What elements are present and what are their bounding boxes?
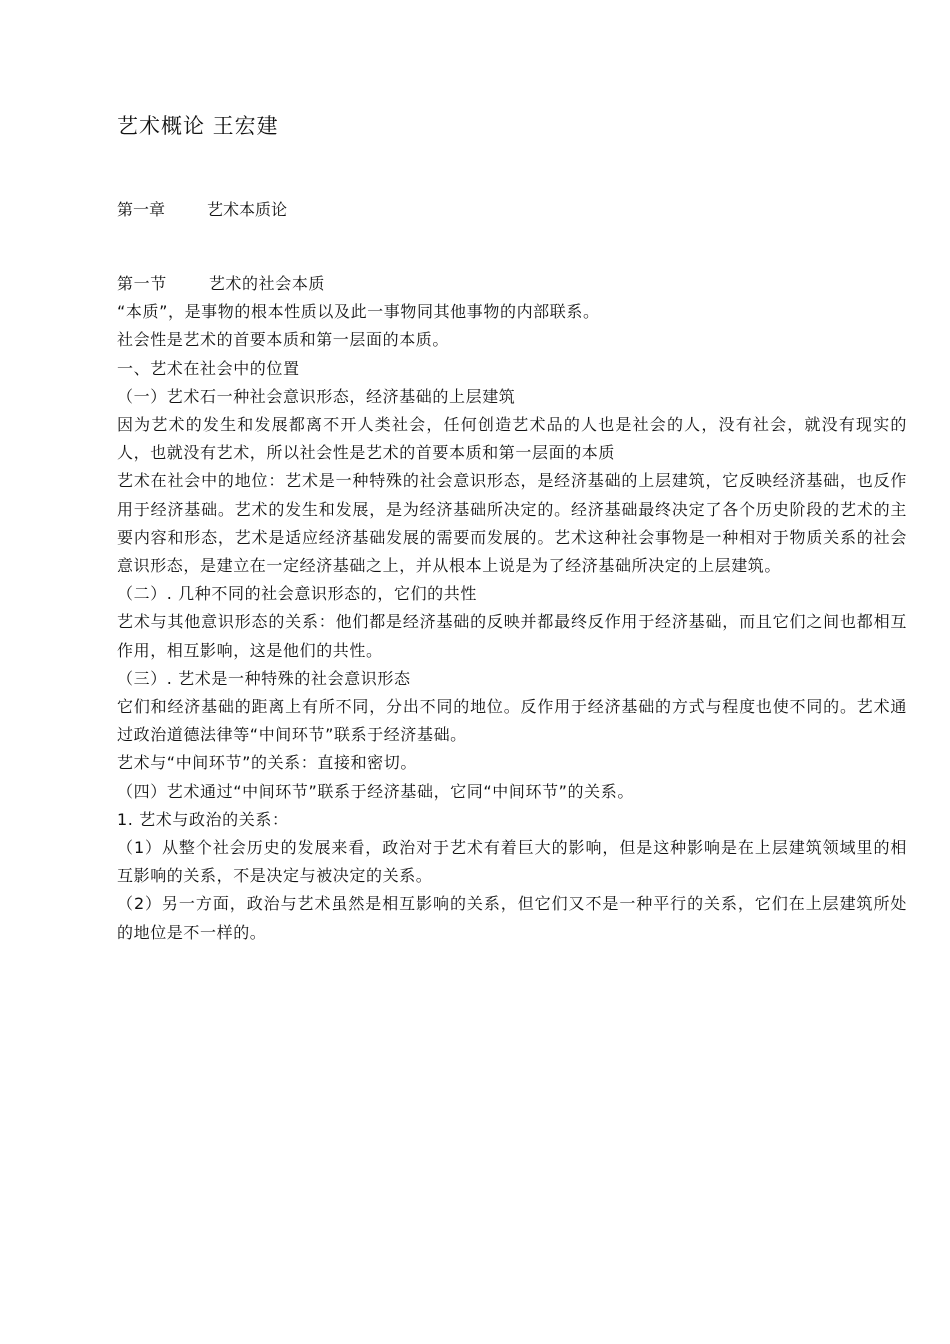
paragraph-commonality: 艺术与其他意识形态的关系：他们都是经济基础的反映并都最终反作用于经济基础，而且它们之间也都相互作用，相互影响，这是他们的共性。 xyxy=(117,612,907,660)
subheading-item-1: （一）艺术石一种社会意识形态，经济基础的上层建筑 xyxy=(117,386,516,406)
chapter-name: 艺术本质论 xyxy=(207,200,288,219)
body-text xyxy=(117,270,907,947)
section-number: 第一节 xyxy=(117,274,167,293)
section-name: 艺术的社会本质 xyxy=(208,274,326,293)
paragraph-status: 艺术在社会中的地位：艺术是一种特殊的社会意识形态，是经济基础的上层建筑，它反映经济基础，也反作用于经济基础。艺术的发生和发展，是为经济基础所决定的。经济基础最终决定了各个历史阶段的艺术的主要内容和形态，艺术是适应经济基础发展的需要而发展的。艺术这种社会事物是一种相对于物质关系的社会意识形态，是建立在一定经济基础之上，并从根本上说是为了经济基础所决定的上层建筑。 xyxy=(117,471,907,576)
paragraph-politics-1: （1）从整个社会历史的发展来看，政治对于艺术有着巨大的影响，但是这种影响是在上层建筑领域里的相互影响的关系，不是决定与被决定的关系。 xyxy=(117,838,907,886)
chapter-heading xyxy=(117,198,287,222)
paragraph-distance: 它们和经济基础的距离上有所不同，分出不同的地位。反作用于经济基础的方式与程度也使不同的。艺术通过政治道德法律等“中间环节”联系于经济基础。 xyxy=(117,697,907,745)
subheading-item-4: （四）艺术通过“中间环节”联系于经济基础，它同“中间环节”的关系。 xyxy=(117,781,634,801)
section-heading xyxy=(117,270,907,298)
paragraph-intermediate: 艺术与“中间环节”的关系：直接和密切。 xyxy=(117,753,417,773)
subheading-position: 一、艺术在社会中的位置 xyxy=(117,358,300,378)
paragraph-sociality: 社会性是艺术的首要本质和第一层面的本质。 xyxy=(117,330,450,350)
document-title: 艺术概论 王宏建 xyxy=(117,114,279,138)
paragraph-reason: 因为艺术的发生和发展都离不开人类社会，任何创造艺术品的人也是社会的人，没有社会，就没有现实的人，也就没有艺术，所以社会性是艺术的首要本质和第一层面的本质 xyxy=(117,415,907,463)
paragraph-politics-2: （2）另一方面，政治与艺术虽然是相互影响的关系，但它们又不是一种平行的关系，它们在上层建筑所处的地位是不一样的。 xyxy=(117,894,907,942)
subheading-politics: 1. 艺术与政治的关系： xyxy=(117,809,289,829)
chapter-number: 第一章 xyxy=(117,200,166,219)
subheading-item-2: （二）. 几种不同的社会意识形态的，它们的共性 xyxy=(117,584,477,604)
paragraph-essence-definition: “本质”，是事物的根本性质以及此一事物同其他事物的内部联系。 xyxy=(117,302,600,322)
subheading-item-3: （三）. 艺术是一种特殊的社会意识形态 xyxy=(117,668,411,688)
